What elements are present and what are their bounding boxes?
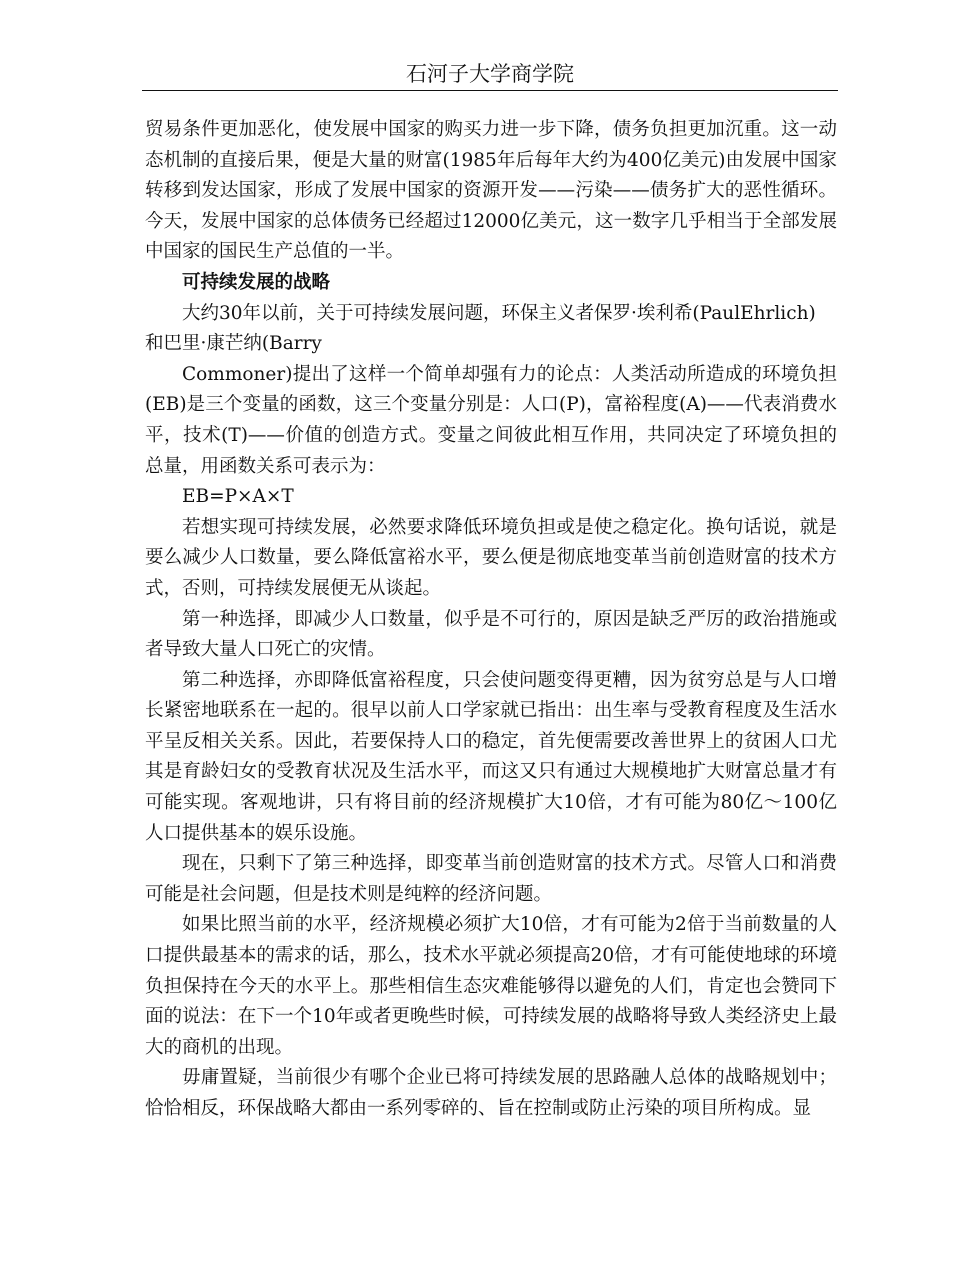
page-header-title: 石河子大学商学院 [406, 62, 574, 86]
paragraph-third-option: 现在，只剩下了第三种选择，即变革当前创造财富的技术方式。尽管人口和消费可能是社会问题，但是技术则是纯粹的经济问题。 [145, 853, 837, 905]
paragraph-first-option: 第一种选择，即减少人口数量，似乎是不可行的，原因是缺乏严厉的政治措施或者导致大量人口死亡的灾情。 [145, 608, 837, 661]
paragraph-technology-factor: 如果比照当前的水平，经济规模必须扩大10倍，才有可能为2倍于当前数量的人口提供最基本的需求的话，那么，技术水平就必须提高20倍，才有可能使地球的环境负担保持在今天的水平上。那些相信生态灾难能够得以避免的人们，肯定也会赞同下面的说法：在下一个10年或者更晚些时候，可持续发展的战略将导致人类经济史上最大的商机的出现。 [145, 914, 837, 1058]
paragraph-eb-function: Commoner)提出了这样一个简单却强有力的论点：人类活动所造成的环境负担(EB)是三个变量的函数，这三个变量分别是：人口(P)，富裕程度(A)——代表消费水平，技术(T)——价值的创造方式。变量之间彼此相互作用，共同决定了环境负担的总量，用函数关系可表示为： [145, 363, 837, 477]
paragraph-enterprise-strategy: 毋庸置疑，当前很少有哪个企业已将可持续发展的思路融人总体的战略规划中；恰恰相反，环保战略大都由一系列零碎的、旨在控制或防止污染的项目所构成。显 [145, 1067, 837, 1119]
paragraph-intro-continued: 和巴里·康芒纳(Barry [145, 333, 322, 355]
document-body [145, 115, 837, 1125]
header-divider [142, 90, 838, 91]
section-heading: 可持续发展的战略 [182, 271, 331, 293]
formula: EB=P×A×T [182, 486, 294, 508]
paragraph-trade-conditions: 贸易条件更加恶化，使发展中国家的购买力进一步下降，债务负担更加沉重。这一动态机制的直接后果，便是大量的财富(1985年后每年大约为400亿美元)由发展中国家转移到发达国家，形成了发展中国家的资源开发——污染——债务扩大的恶性循环。今天，发展中国家的总体债务已经超过12000亿美元，这一数字几乎相当于全部发展中国家的国民生产总值的一半。 [145, 119, 837, 263]
paragraph-intro-line: 大约30年以前，关于可持续发展问题，环保主义者保罗·埃利希(PaulEhrlich) [182, 302, 816, 324]
paragraph-second-option: 第二种选择，亦即降低富裕程度，只会使问题变得更糟，因为贫穷总是与人口增长紧密地联系在一起的。很早以前人口学家就已指出：出生率与受教育程度及生活水平呈反相关关系。因此，若要保持人口的稳定，首先便需要改善世界上的贫困人口尤其是育龄妇女的受教育状况及生活水平，而这又只有通过大规模地扩大财富总量才有可能实现。客观地讲，只有将目前的经济规模扩大10倍，才有可能为80亿～100亿人口提供基本的娱乐设施。 [145, 669, 837, 844]
paragraph-sustainability-requirement: 若想实现可持续发展，必然要求降低环境负担或是使之稳定化。换句话说，就是要么减少人口数量，要么降低富裕水平，要么便是彻底地变革当前创造财富的技术方式，否则，可持续发展便无从谈起。 [145, 516, 837, 599]
